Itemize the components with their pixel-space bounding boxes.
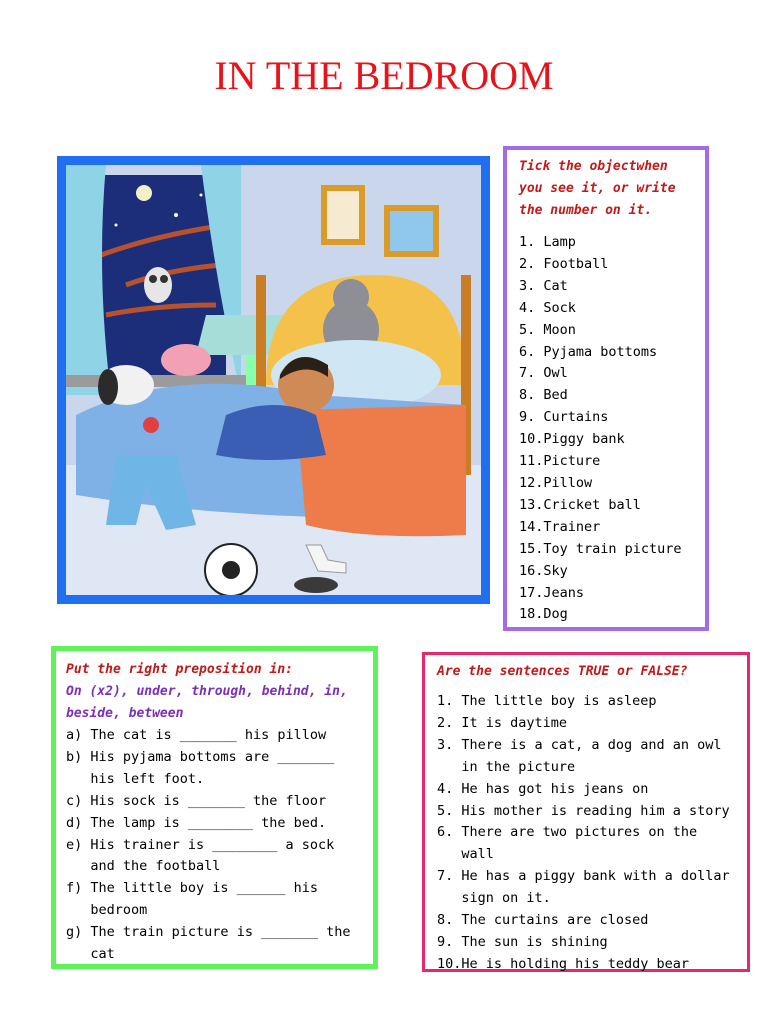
item-marker: 5. xyxy=(437,802,462,819)
true-false-instruction: Are the sentences TRUE or FALSE? xyxy=(437,664,688,679)
exercise-item xyxy=(437,866,733,910)
item-marker: e) xyxy=(66,836,91,853)
exercise-item xyxy=(437,779,733,801)
exercise-item xyxy=(437,910,733,932)
item-text: The lamp is ________ the bed. xyxy=(90,814,327,831)
exercise-item xyxy=(66,835,363,879)
exercise-item xyxy=(437,713,733,735)
object-item: 9. Curtains xyxy=(519,409,609,426)
item-marker: g) xyxy=(66,924,91,941)
trainer-icon xyxy=(294,577,338,593)
item-marker: 1. xyxy=(437,693,462,709)
cricket-ball-icon xyxy=(143,417,159,433)
preposition-exercise-box xyxy=(51,646,378,969)
object-item: 18.Dog xyxy=(519,606,568,623)
item-text: There are two pictures on the wall xyxy=(461,824,698,863)
item-marker: b) xyxy=(66,748,91,765)
object-item: 14.Trainer xyxy=(519,518,601,535)
exercise-item xyxy=(437,822,733,866)
object-item: 8. Bed xyxy=(519,387,568,404)
true-false-exercise-box xyxy=(422,652,750,972)
item-marker: 3. xyxy=(437,736,462,753)
object-item: 4. Sock xyxy=(519,299,576,316)
exercise-item xyxy=(437,735,733,779)
blanket xyxy=(296,405,466,536)
piggy-bank-icon xyxy=(161,344,211,376)
exercise-item xyxy=(66,878,363,922)
object-item: 7. Owl xyxy=(519,365,568,382)
item-text: His mother is reading him a story xyxy=(461,802,730,819)
object-item: 11.Picture xyxy=(519,453,601,470)
moon-icon xyxy=(136,185,152,201)
item-text: He has a piggy bank with a dollar sign on it. xyxy=(461,868,730,907)
objects-list xyxy=(519,232,682,626)
exercise-item xyxy=(66,813,363,835)
item-text: He has got his jeans on xyxy=(461,780,649,797)
item-text: His pyjama bottoms are _______ his left foot. xyxy=(90,748,335,787)
object-item: 5. Moon xyxy=(519,321,576,338)
item-marker: 10. xyxy=(437,955,462,972)
object-item: 12.Pillow xyxy=(519,474,593,491)
exercise-item xyxy=(437,932,733,954)
object-item: 13.Cricket ball xyxy=(519,496,641,513)
item-text: The sun is shining xyxy=(461,933,608,950)
item-marker: 9. xyxy=(437,933,462,950)
exercise-item xyxy=(66,725,363,747)
item-marker: 4. xyxy=(437,780,462,797)
item-marker: f) xyxy=(66,880,91,897)
preposition-list xyxy=(66,725,363,966)
object-item: 6. Pyjama bottoms xyxy=(519,343,658,360)
object-item: 16.Sky xyxy=(519,562,568,579)
item-marker: c) xyxy=(66,792,91,809)
item-text: His trainer is ________ a sock and the football xyxy=(90,836,335,875)
item-text: The little boy is ______ his bedroom xyxy=(90,880,318,919)
true-false-list xyxy=(437,691,733,976)
page-title: IN THE BEDROOM xyxy=(214,53,554,98)
object-item: 2. Football xyxy=(519,255,609,272)
item-marker: 6. xyxy=(437,824,462,841)
object-item: 1. Lamp xyxy=(519,234,576,250)
exercise-item xyxy=(437,801,733,823)
exercise-item xyxy=(66,791,363,813)
item-text: The cat is _______ his pillow xyxy=(90,727,327,743)
item-marker: 8. xyxy=(437,912,462,929)
bedroom-illustration xyxy=(57,156,490,604)
object-item: 10.Piggy bank xyxy=(519,431,625,448)
exercise-item xyxy=(66,747,363,791)
item-text: The little boy is asleep xyxy=(461,693,657,709)
item-marker: d) xyxy=(66,814,91,831)
item-text: It is daytime xyxy=(461,714,568,731)
item-text: There is a cat, a dog and an owl in the picture xyxy=(461,736,722,775)
exercise-item xyxy=(437,691,733,713)
item-marker: a) xyxy=(66,727,91,743)
object-item: 15.Toy train picture xyxy=(519,540,682,557)
objects-instruction: Tick the objectwhen you see it, or write the number on it. xyxy=(519,159,676,218)
preposition-word-bank: On (x2), under, through, behind, in, beside, between xyxy=(66,684,348,721)
objects-checklist-box xyxy=(503,146,709,631)
item-marker: 7. xyxy=(437,868,462,885)
object-item: 17.Jeans xyxy=(519,584,585,601)
preposition-instruction: Put the right preposition in: xyxy=(66,662,293,677)
item-text: The train picture is _______ the cat xyxy=(90,924,351,963)
exercise-item xyxy=(66,922,363,966)
item-text: His sock is _______ the floor xyxy=(90,792,327,809)
bedroom-scene-image xyxy=(66,165,481,595)
object-item: 3. Cat xyxy=(519,277,568,294)
item-text: He is holding his teddy bear xyxy=(461,955,689,972)
exercise-item xyxy=(437,954,733,976)
item-marker: 2. xyxy=(437,714,462,731)
owl-icon xyxy=(144,267,172,303)
item-text: The curtains are closed xyxy=(461,912,649,929)
